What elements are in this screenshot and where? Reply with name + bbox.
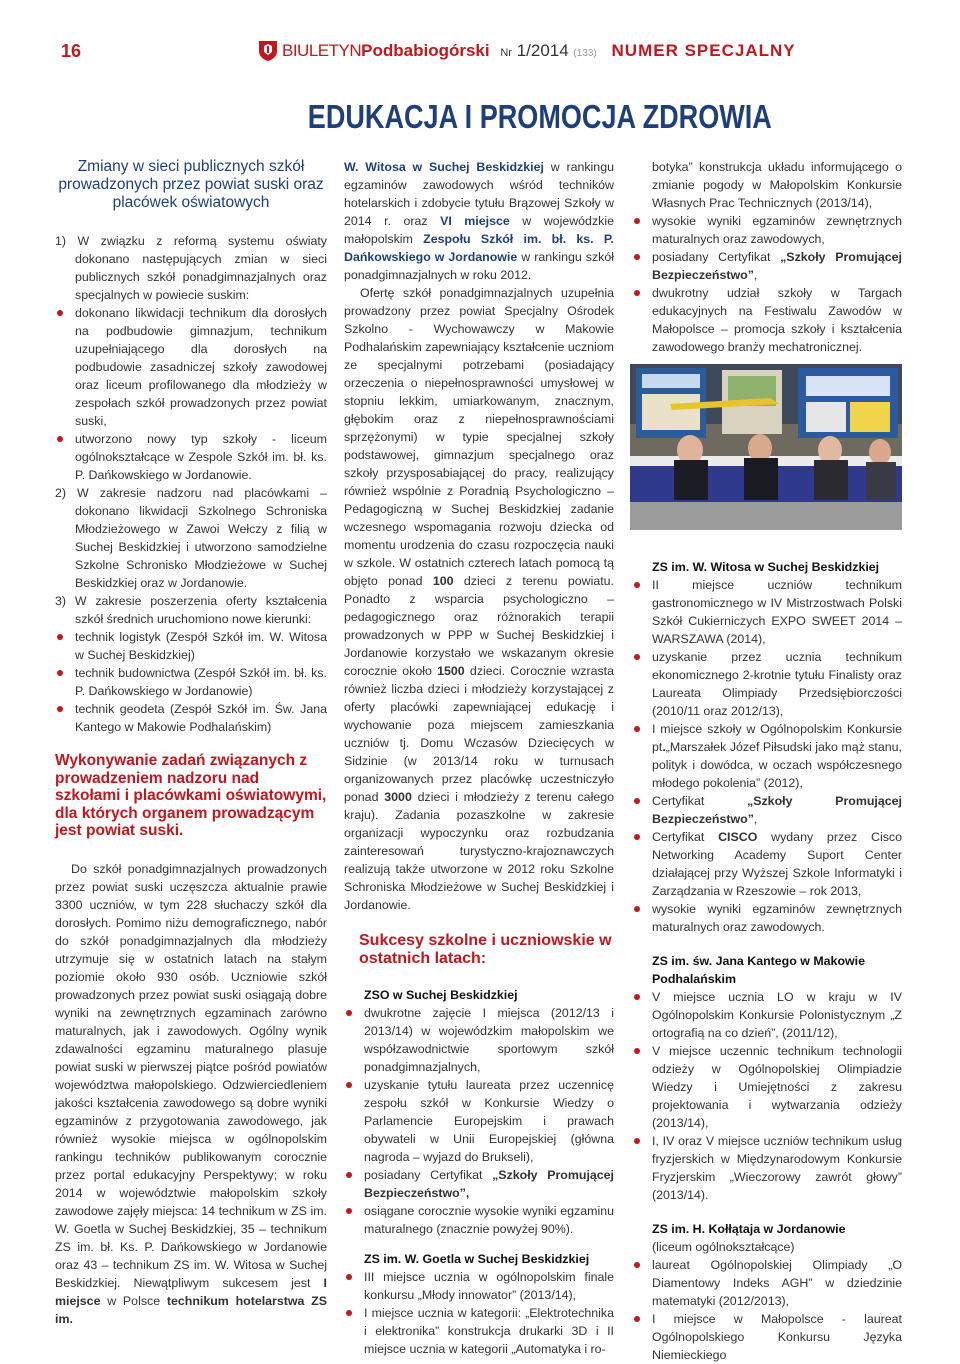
- item-text: posiadany Certyfikat: [364, 1168, 493, 1182]
- paragraph-text: Do szkół ponadgimnazjalnych prowadzonych przez powiat suski uczęszcza aktualnie prawie 3300 uczniów, w tym 228 słuchaczy szkół dla dorosłych. Pomimo niżu demograficznego, nabór do szkół ponadgimnazjalnych dla młodzieży utrzymuje się w ostatnich latach na stałym poziomie około 930 osób. Uczniowie szkół prowadzonych przez powiat suski osiągają dobre wyniki na zewnętrznych egzaminach zarówno maturalnych, jak i zawodowych. Ogólny wynik zdawalności egzaminu maturalnego plasuje powiat suski w pierwszej piątce pośród powiatów województwa małopolskiego. Odzwierciedleniem jakości kształcenia zawodowego są dobre wyniki egzaminów z przygotowania zawodowego, jak również wysokie miejsca w ogólnopolskim rankingu techników publikowanym corocznie przez portal edukacyjny Perspektywy; w roku 2014 w województwie małopolskim szkoły zawodowe zajęły miejsca: 14 technikum w ZS im. W. Goetla w Suchej Beskidzkiej, 35 – technikum ZS im. bł. Ks. P. Dańkowskiego w Jordanowie oraz 43 – technikum ZS im. W. Witosa w Suchej Beskidzkiej. Niewątpliwym sukcesem jest: [55, 861, 327, 1290]
- list-item-1: 1) W związku z reformą systemu oświaty dokonano następujących zmian w sieci publicznych szkół ponadgimnazjalnych oraz specjalnych w powiecie suskim:: [55, 234, 327, 302]
- paragraph-text: w Polsce: [100, 1293, 167, 1308]
- goetl-bullets-cont: [632, 212, 902, 356]
- item-text: I miejsce szkoły w Ogólnopolskim Konkursie pt: [652, 722, 902, 754]
- list-item: I miejsce w Małopolsce - laureat Ogólnopolskiego Konkursu Języka Niemieckiego: [632, 1310, 902, 1364]
- bold-text: 1500: [437, 664, 465, 678]
- issue-count: (133): [573, 48, 597, 59]
- bold-text: „Szkoły Promującej Bezpieczeństwo”: [652, 794, 902, 826]
- school-heading: ZS im. H. Kołłątaja w Jordanowie: [652, 1222, 846, 1236]
- list-item-2: 2) W zakresie nadzoru nad placówkami – dokonano likwidacji Szkolnego Schroniska Młodzieżowego w Zawoi Wełczy z filią w Suchej Beskidzkiej i utworzono samodzielne Szkolne Schronisko Młodzieżowe w Suchej Beskidzkiej oraz w Jordanowie.: [55, 486, 327, 590]
- continued-item: botyka” konstrukcja układu informującego o zmianie pogody w Małopolskim Konkursie Własnych Prac Technicznych (2013/14),: [652, 160, 902, 210]
- bold-text: „Szkoły Promującej Bezpieczeństwo”: [652, 250, 902, 282]
- list-item: III miejsce ucznia w ogólnopolskim finale konkursu „Młody innowator” (2013/14),: [344, 1268, 614, 1304]
- item-text: wydany przez Cisco Networking Academy Suport Center działającej przy Wyższej Szkole Informatyki i Zarządzania w Rzeszowie – rok 2013,: [652, 830, 902, 898]
- page-number: 16: [61, 41, 82, 61]
- list-item-3: 3) W zakresie poszerzenia oferty kształcenia szkół średnich uruchomiono nowe kierunki:: [55, 594, 327, 626]
- item-text: ,: [753, 812, 758, 826]
- item1-bullets: [55, 304, 327, 484]
- list-item: I, IV oraz V miejsce uczniów technikum usług fryzjerskich w Międzynarodowym Konkursie Fryzjerskim „Wieczorowy zawrót głowy” (2013/14).: [632, 1132, 902, 1204]
- coat-of-arms-icon: [258, 40, 278, 62]
- bulletin-prefix: BIULETYN: [282, 41, 362, 60]
- highlight-text: W. Witosa w Suchej Beskidzkiej: [344, 160, 544, 174]
- list-item: dwukrotne zajęcie I miejsca (2012/13 i 2013/14) w wojewódzkim małopolskim we współzawodnictwie sportowym szkół ponadgimnazjalnych,: [344, 1004, 614, 1076]
- school-heading: ZS im. św. Jana Kantego w Makowie Podhalańskim: [652, 954, 865, 986]
- body-paragraph: [344, 284, 614, 914]
- list-item: utworzono nowy typ szkoły - liceum ogólnokształcące w Zespole Szkół im. bł. ks. P. Dańkowskiego w Jordanowie.: [55, 430, 327, 484]
- list-item: [632, 248, 902, 284]
- paragraph-text: w rankingu szkół ponadgimnazjalnych w roku 2012.: [344, 250, 614, 282]
- school-heading: ZSO w Suchej Beskidzkiej: [364, 988, 518, 1002]
- bold-text: .: [662, 740, 666, 754]
- goetl-bullets: [344, 1268, 614, 1358]
- zso-bullets: [344, 1004, 614, 1238]
- list-item: I miejsce ucznia w kategorii: „Elektrotechnika i elektronika” konstrukcja drukarki 3D i II miejsce ucznia w kategorii „Automatyka i ro-: [344, 1304, 614, 1358]
- list-item: technik geodeta (Zespół Szkół im. Św. Jana Kantego w Makowie Podhalańskim): [55, 700, 327, 736]
- body-paragraph: [55, 860, 327, 1328]
- paragraph-text: w rankingu egzaminów zawodowych wśród techników hotelarskich i zdobycie tytułu Brązowej Szkoły w 2014 r. oraz: [344, 160, 614, 228]
- bold-text: I miejsce: [55, 1275, 327, 1308]
- highlight-text: Zespołu Szkół im. bł. ks. P. Dańkowskiego w Jordanowie: [344, 232, 614, 264]
- item3-bullets: [55, 628, 327, 736]
- school-heading: ZS im. W. Goetla w Suchej Beskidzkiej: [364, 1252, 590, 1266]
- list-item: V miejsce uczennic technikum technologii odzieży w Ogólnopolskiej Olimpiadzie Wiedzy i Umiejętności z zakresu projektowania i wytwarzania odzieży (2013/14),: [632, 1042, 902, 1132]
- list-item: [632, 792, 902, 828]
- column-right: [632, 158, 902, 1364]
- list-item: II miejsce uczniów technikum gastronomicznego w IV Mistrzostwach Polski Szkół Cukierniczych EXPO SWEET 2014 – WARSZAWA (2014),: [632, 576, 902, 648]
- bulletin-name: Podbabiogórski: [361, 41, 490, 60]
- item-text: „Marszałek Józef Piłsudski jako mąż stanu, polityk i dowódca, w oczach współczesnego młodego pokolenia” (2012),: [652, 740, 902, 790]
- list-item: technik budownictwa (Zespół Szkół im. bł. ks. P. Dańkowskiego w Jordanowie): [55, 664, 327, 700]
- list-item: [632, 828, 902, 900]
- item-text: Certyfikat: [652, 830, 719, 844]
- item-text: Certyfikat: [652, 794, 748, 808]
- paragraph-text: w wojewódzkie małopolskim: [344, 214, 614, 246]
- bold-text: „Szkoły Promującej Bezpieczeństwo”,: [364, 1168, 614, 1200]
- column-left: [55, 158, 327, 1328]
- paragraph-text: Ofertę szkół ponadgimnazjalnych uzupełnia prowadzony przez powiat Specjalny Ośrodek Szkolno - Wychowawczy w Makowie Podhalańskim zapewniający kształcenie uczniom ze specjalnymi potrzebami (posiadający orzeczenia o niepełnosprawności umysłowej w stopniu lekkim, umiarkowanym, znacznym, głębokim oraz z niepełnosprawnościami sprzężonymi) w typie specjalnej szkoły podstawowej, gimnazjum specjalnego oraz szkoły przysposabiającej do pracy, realizujący również wspólnie z Poradnią Psychologiczno – Pedagogiczną w Suchej Beskidzkiej zadanie wczesnego wspomagania rozwoju dziecka od momentu urodzenia do czasu rozpoczęcia nauki w szkole. W ostatnich czterech latach pomocą tą objęto ponad: [344, 286, 614, 588]
- list-item: [632, 720, 902, 792]
- paragraph-text: dzieci. Corocznie wzrasta również liczba dzieci i młodzieży korzystającej z oferty placówki zapewniającej edukację i wychowanie poza miejscem zamieszkania uczniów tj. Domu Wczasów Dziecięcych w Sidzinie (w 2013/14 roku w turnusach organizowanych przez placówkę uczestniczyło ponad: [344, 664, 614, 804]
- paragraph-text: dzieci z terenu powiatu. Ponadto z wsparcia psychologiczno – pedagogicznego oraz różnorakich terapii prowadzonych w PPP w Suchej Beskidzkiej i Jordanowie korzystało we wskazanym okresie corocznie około: [344, 574, 614, 678]
- list-item: [344, 1166, 614, 1202]
- list-item: uzyskanie przez ucznia technikum ekonomicznego 2-krotnie tytułu Finalisty oraz Laureata Olimpiady Przedsiębiorczości (2010/11 oraz 2012/13),: [632, 648, 902, 720]
- bold-text: 3000: [384, 790, 412, 804]
- item-text: posiadany Certyfikat: [652, 250, 781, 264]
- list-item: osiągane corocznie wysokie wyniki egzaminu maturalnego (znacznie powyżej 90%).: [344, 1202, 614, 1238]
- item-text: ,: [753, 268, 758, 282]
- list-item: uzyskanie tytułu laureata przez uczennicę zespołu szkół w Konkursie Wiedzy o Parlamencie Europejskim i prawach obywateli w Unii Europejskiej (główna nagroda – wyjazd do Brukseli),: [344, 1076, 614, 1166]
- page-header: [0, 0, 960, 96]
- bulletin-masthead: [282, 40, 796, 65]
- article-heading: Zmiany w sieci publicznych szkół prowadzonych przez powiat suski oraz placówek oświatowych: [58, 158, 324, 211]
- bold-text: 100: [432, 574, 454, 588]
- red-subheading: Sukcesy szkolne i uczniowskie w ostatnich latach:: [359, 932, 612, 967]
- issue-number: 1/2014: [516, 41, 569, 60]
- list-item: dokonano likwidacji technikum dla dorosłych na podbudowie gimnazjum, technikum uzupełniającego dla dorosłych na podbudowie zasadniczej szkoły zawodowej oraz liceum profilowanego dla młodzieży w zespołach szkół prowadzonych przez powiat suski,: [55, 304, 327, 430]
- list-item: technik logistyk (Zespół Szkół im. W. Witosa w Suchej Beskidzkiej): [55, 628, 327, 664]
- witos-bullets: [632, 576, 902, 936]
- bold-text: CISCO: [718, 830, 758, 844]
- school-subheading: (liceum ogólnokształcące): [652, 1240, 795, 1254]
- column-middle: [344, 158, 614, 1358]
- bold-text: technikum hotelarstwa ZS im.: [55, 1293, 328, 1326]
- photo-exhibition-stand: [630, 364, 902, 530]
- body-paragraph: [344, 158, 614, 284]
- list-item: wysokie wyniki egzaminów zewnętrznych maturalnych oraz zawodowych,: [632, 212, 902, 248]
- school-heading: ZS im. W. Witosa w Suchej Beskidzkiej: [652, 560, 880, 574]
- paragraph-text: dzieci i młodzieży z terenu całego kraju). Zadania pozaszkolne w zakresie organizacji wypoczynku oraz rozbudzania zainteresowań turystyczno-krajoznawczych realizują także utworzone w 2012 roku Szkolne Schroniska Młodzieżowe w Suchej Beskidzkiej i Jordanowie.: [344, 790, 615, 912]
- nr-label: Nr: [500, 47, 512, 59]
- kanty-bullets: [632, 988, 902, 1204]
- list-item: wysokie wyniki egzaminów zewnętrznych maturalnych oraz zawodowych.: [632, 900, 902, 936]
- highlight-text: VI miejsce: [440, 214, 510, 228]
- red-subheading: Wykonywanie zadań związanych z prowadzeniem nadzoru nad szkołami i placówkami oświatowymi, dla których organem prowadzącym jest powiat suski.: [55, 752, 327, 839]
- section-title: EDUKACJA I PROMOCJA ZDROWIA: [307, 98, 772, 135]
- special-issue-label: NUMER SPECJALNY: [611, 41, 796, 60]
- list-item: laureat Ogólnopolskiej Olimpiady „O Diamentowy Indeks AGH” w dziedzinie matematyki (2012/2013),: [632, 1256, 902, 1310]
- list-item: V miejsce ucznia LO w kraju w IV Ogólnopolskim Konkursie Polonistycznym „Z ortografią na co dzień”, (2011/12),: [632, 988, 902, 1042]
- kollataj-bullets: [632, 1256, 902, 1364]
- list-item: dwukrotny udział szkoły w Targach edukacyjnych na Festiwalu Zawodów w Małopolsce – promocja szkoły i kształcenia zawodowego branży mechatronicznej.: [632, 284, 902, 356]
